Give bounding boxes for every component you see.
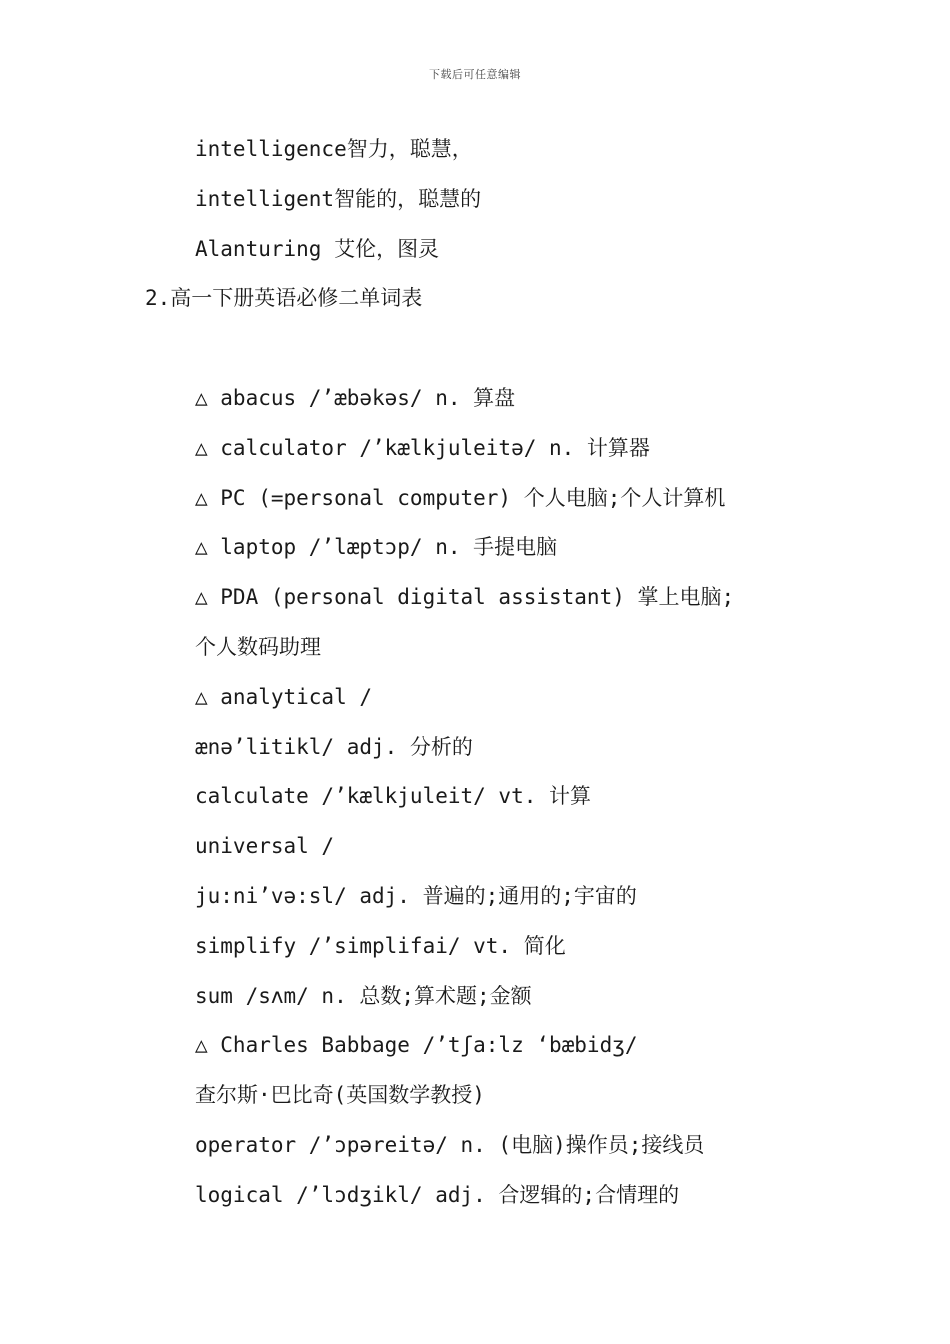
vocab-entry-charles-babbage: △ Charles Babbage /’tʃa:lz ‘bæbidʒ/ bbox=[195, 1033, 638, 1058]
text-line-intelligent: intelligent智能的，聪慧的 bbox=[195, 186, 482, 211]
vocab-entry-calculator: △ calculator /’kælkjuleitə/ n. 计算器 bbox=[195, 435, 650, 460]
vocab-entry-universal-continued: ju:ni’və:sl/ adj. 普遍的;通用的;宇宙的 bbox=[195, 883, 637, 908]
vocab-entry-simplify: simplify /’simplifai/ vt. 简化 bbox=[195, 933, 566, 958]
vocab-entry-analytical-continued: ænə’litikl/ adj. 分析的 bbox=[195, 734, 473, 759]
vocab-entry-charles-babbage-continued: 查尔斯·巴比奇(英国数学教授) bbox=[195, 1083, 485, 1108]
section-heading: 2.高一下册英语必修二单词表 bbox=[145, 286, 423, 311]
vocab-entry-pc: △ PC (=personal computer) 个人电脑;个人计算机 bbox=[195, 485, 726, 510]
blank-line bbox=[0, 330, 950, 380]
vocab-entry-laptop: △ laptop /’læptɔp/ n. 手提电脑 bbox=[195, 535, 558, 560]
document-body bbox=[0, 131, 950, 1227]
vocab-entry-calculate: calculate /’kælkjuleit/ vt. 计算 bbox=[195, 784, 592, 809]
vocab-entry-pda: △ PDA (personal digital assistant) 掌上电脑; bbox=[195, 585, 735, 610]
vocab-entry-analytical: △ analytical / bbox=[195, 684, 373, 709]
text-line-intelligence: intelligence智力，聪慧， bbox=[195, 137, 473, 161]
page-header: 下载后可任意编辑 bbox=[429, 68, 521, 81]
vocab-entry-logical: logical /’lɔdʒikl/ adj. 合逻辑的;合情理的 bbox=[195, 1182, 680, 1207]
vocab-entry-pda-continued: 个人数码助理 bbox=[195, 634, 321, 659]
vocab-entry-operator: operator /’ɔpəreitə/ n. (电脑)操作员;接线员 bbox=[195, 1132, 705, 1157]
vocab-entry-universal: universal / bbox=[195, 834, 335, 859]
text-line-alanturing: Alanturing 艾伦，图灵 bbox=[195, 236, 440, 261]
vocab-entry-abacus: △ abacus /’æbəkəs/ n. 算盘 bbox=[195, 385, 516, 410]
vocab-entry-sum: sum /sʌm/ n. 总数;算术题;金额 bbox=[195, 983, 532, 1008]
